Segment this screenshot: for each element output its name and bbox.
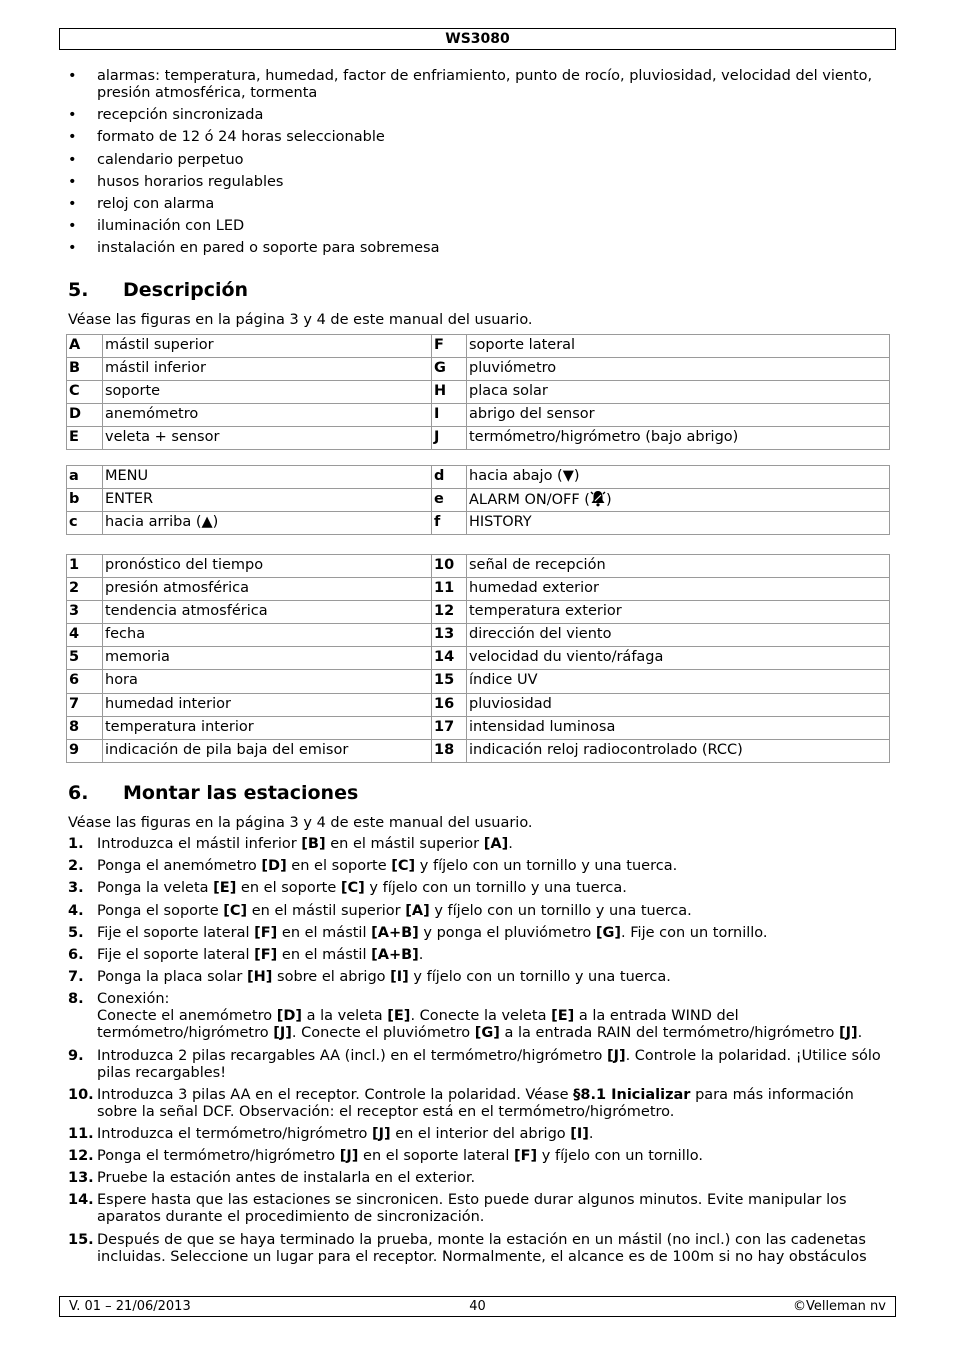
item-label xyxy=(467,489,890,512)
item-label xyxy=(103,358,432,381)
step-text: . Conecte el pluviómetro xyxy=(291,1025,475,1042)
step-reference: [F] xyxy=(254,924,278,941)
step-number: 14. xyxy=(68,1192,94,1209)
step-text: sobre el abrigo xyxy=(272,969,391,986)
item-key xyxy=(432,624,467,647)
item-key xyxy=(432,381,467,404)
cell-text: C xyxy=(69,383,80,400)
step-item xyxy=(68,991,888,1042)
step-text: a la veleta xyxy=(302,1008,388,1025)
cell-text: índice UV xyxy=(469,672,538,689)
footer-version: V. 01 – 21/06/2013 xyxy=(69,1299,191,1314)
item-label xyxy=(467,716,890,739)
step-text: en el interior del abrigo xyxy=(390,1125,571,1142)
item-label xyxy=(103,647,432,670)
item-key xyxy=(432,739,467,762)
item-key xyxy=(67,381,103,404)
item-label xyxy=(103,601,432,624)
cell-text: soporte xyxy=(105,383,161,400)
cell-text-suffix: ) xyxy=(605,492,612,509)
cell-text: dirección del viento xyxy=(469,626,612,643)
item-label xyxy=(467,381,890,404)
step-reference: [D] xyxy=(261,858,287,875)
cell-text: c xyxy=(69,514,78,531)
cell-text: velocidad du viento/ráfaga xyxy=(469,649,664,666)
parts-row xyxy=(67,358,890,381)
cell-text: MENU xyxy=(105,468,149,484)
step-text: Fije el soporte lateral xyxy=(97,946,255,963)
step-text: Conexión: xyxy=(97,991,170,1008)
item-label xyxy=(467,693,890,716)
step-number: 1. xyxy=(68,836,84,852)
display-row xyxy=(67,739,890,762)
item-label xyxy=(103,512,432,535)
parts-row xyxy=(67,335,890,358)
item-key xyxy=(432,578,467,601)
step-reference: [G] xyxy=(595,924,622,941)
cell-text: memoria xyxy=(105,649,170,666)
item-key xyxy=(432,427,467,450)
item-label xyxy=(103,381,432,404)
step-number: 5. xyxy=(68,924,84,941)
step-reference: [B] xyxy=(301,836,326,852)
item-label xyxy=(467,404,890,427)
cell-text: hora xyxy=(105,672,138,689)
step-text: Ponga la placa solar xyxy=(97,969,248,986)
display-row xyxy=(67,624,890,647)
step-text: Ponga el termómetro/higrómetro xyxy=(97,1148,340,1165)
item-key xyxy=(67,358,103,381)
display-table xyxy=(66,554,890,763)
step-number: 8. xyxy=(68,991,84,1008)
cell-text: pluviómetro xyxy=(469,360,557,377)
cell-text: abrigo del sensor xyxy=(469,406,595,423)
item-key xyxy=(432,404,467,427)
step-item xyxy=(68,858,888,875)
cell-text: 17 xyxy=(434,718,455,735)
cell-text: veleta + sensor xyxy=(105,429,220,446)
item-label xyxy=(467,601,890,624)
step-reference: [J] xyxy=(839,1025,858,1042)
footer-page-number: 40 xyxy=(469,1299,486,1314)
cell-text: 8 xyxy=(69,718,80,735)
item-label xyxy=(103,555,432,578)
step-number: 3. xyxy=(68,880,84,897)
display-row xyxy=(67,555,890,578)
cell-text: pronóstico del tiempo xyxy=(105,557,264,573)
display-row xyxy=(67,716,890,739)
item-key xyxy=(432,466,467,489)
item-label xyxy=(467,555,890,578)
item-label xyxy=(467,512,890,535)
step-number: 9. xyxy=(68,1047,84,1064)
feature-item: • husos horarios regulables xyxy=(68,174,888,191)
item-key xyxy=(432,670,467,693)
item-key xyxy=(67,647,103,670)
item-key xyxy=(67,466,103,489)
feature-item: • instalación en pared o soporte para sobremesa xyxy=(68,240,888,257)
document-footer xyxy=(59,1296,896,1317)
cell-text: señal de recepción xyxy=(469,557,606,573)
cell-text: 10 xyxy=(434,557,455,573)
step-reference: [E] xyxy=(213,880,237,897)
step-item xyxy=(68,1087,888,1121)
step-reference: [E] xyxy=(387,1008,411,1025)
section-6-heading: 6. Montar las estaciones xyxy=(68,782,359,804)
cell-text: 3 xyxy=(69,603,80,620)
cell-text: D xyxy=(69,406,82,423)
item-label xyxy=(103,624,432,647)
display-row xyxy=(67,647,890,670)
display-row xyxy=(67,693,890,716)
item-label xyxy=(467,358,890,381)
display-row xyxy=(67,578,890,601)
cell-text: 1 xyxy=(69,557,80,573)
cell-text: 18 xyxy=(434,741,455,758)
cell-text: 11 xyxy=(434,580,455,597)
step-reference: [H] xyxy=(247,969,273,986)
cell-text: 13 xyxy=(434,626,455,643)
step-item xyxy=(68,1192,888,1226)
item-key xyxy=(432,512,467,535)
step-text: para más información sobre la señal DCF. Observación: el receptor está en el termómetro/higrómetro. xyxy=(97,1086,854,1120)
cell-text: a xyxy=(69,468,79,484)
document-header xyxy=(59,28,896,50)
step-reference: [G] xyxy=(474,1025,500,1042)
cell-text: 16 xyxy=(434,695,455,712)
step-text: . xyxy=(588,1125,594,1142)
feature-item: • reloj con alarma xyxy=(68,196,888,213)
cell-text: hacia abajo (▼) xyxy=(469,468,580,484)
step-text: en el soporte xyxy=(236,880,341,897)
feature-item: • iluminación con LED xyxy=(68,218,888,235)
feature-list xyxy=(68,68,888,263)
step-number: 11. xyxy=(68,1125,94,1142)
item-key xyxy=(67,427,103,450)
step-text: a la entrada RAIN del termómetro/higrómetro xyxy=(499,1025,839,1042)
step-text: Introduzca el mástil inferior xyxy=(97,836,302,852)
item-label xyxy=(467,466,890,489)
item-label xyxy=(467,739,890,762)
step-reference: [J] xyxy=(606,1047,626,1064)
item-key xyxy=(67,624,103,647)
step-text: Pruebe la estación antes de instalarla en el exterior. xyxy=(97,1170,476,1187)
display-row xyxy=(67,670,890,693)
item-label xyxy=(103,335,432,358)
item-key xyxy=(432,335,467,358)
cell-text: indicación de pila baja del emisor xyxy=(105,741,349,758)
feature-item: • calendario perpetuo xyxy=(68,152,888,169)
item-label xyxy=(467,670,890,693)
item-label xyxy=(103,466,432,489)
step-text: Ponga el anemómetro xyxy=(97,858,262,875)
cell-text: humedad interior xyxy=(105,695,231,712)
step-text: en el mástil xyxy=(277,924,372,941)
step-item xyxy=(68,903,888,920)
cell-text: I xyxy=(434,406,440,423)
step-text: en el mástil superior xyxy=(247,902,406,919)
buttons-row xyxy=(67,512,890,535)
cell-text: 7 xyxy=(69,695,80,712)
step-text: . xyxy=(857,1025,863,1042)
item-key xyxy=(67,739,103,762)
step-reference: [J] xyxy=(371,1125,391,1142)
step-reference: [A+B] xyxy=(371,946,419,963)
section-6-intro: Véase las figuras en la página 3 y 4 de este manual del usuario. xyxy=(68,815,533,831)
step-text: y fíjelo con un tornillo y una tuerca. xyxy=(408,969,671,986)
step-text: Introduzca 3 pilas AA en el receptor. Controle la polaridad. Véase xyxy=(97,1086,574,1103)
item-key xyxy=(67,578,103,601)
step-reference: [I] xyxy=(570,1125,589,1142)
cell-text: b xyxy=(69,491,80,508)
installation-steps xyxy=(68,836,888,1271)
buttons-row xyxy=(67,489,890,512)
cell-text: presión atmosférica xyxy=(105,580,250,597)
step-text: Introduzca el termómetro/higrómetro xyxy=(97,1125,372,1142)
cell-text: indicación reloj radiocontrolado (RCC) xyxy=(469,741,743,758)
step-reference: [C] xyxy=(340,880,365,897)
item-key xyxy=(67,512,103,535)
cell-text: anemómetro xyxy=(105,406,199,423)
cell-text: d xyxy=(434,468,445,484)
step-item xyxy=(68,969,888,986)
step-text: . Conecte la veleta xyxy=(410,1008,552,1025)
item-label xyxy=(103,489,432,512)
step-number: 4. xyxy=(68,902,84,919)
parts-row xyxy=(67,404,890,427)
step-item xyxy=(68,1232,888,1266)
item-label xyxy=(103,693,432,716)
step-item xyxy=(68,1048,888,1082)
item-key xyxy=(67,335,103,358)
step-text: y fíjelo con un tornillo. xyxy=(537,1148,703,1165)
step-reference: [A] xyxy=(405,902,430,919)
step-reference: [D] xyxy=(276,1008,302,1025)
cell-text: f xyxy=(434,514,441,531)
step-reference: [F] xyxy=(514,1148,538,1165)
item-label xyxy=(467,647,890,670)
step-text: en el mástil xyxy=(277,946,372,963)
step-text: Conecte el anemómetro xyxy=(97,1008,277,1025)
item-key xyxy=(432,716,467,739)
display-row xyxy=(67,601,890,624)
step-number: 13. xyxy=(68,1170,94,1187)
step-number: 2. xyxy=(68,858,84,875)
cell-text: humedad exterior xyxy=(469,580,600,597)
item-key xyxy=(67,555,103,578)
step-reference: [J] xyxy=(339,1148,359,1165)
cell-text: temperatura interior xyxy=(105,718,254,735)
step-text: . Fije con un tornillo. xyxy=(621,924,768,941)
step-item xyxy=(68,880,888,897)
cell-text: intensidad luminosa xyxy=(469,718,616,735)
cell-text: 2 xyxy=(69,580,80,597)
step-text: Ponga el soporte xyxy=(97,902,224,919)
step-reference: [J] xyxy=(273,1025,292,1042)
step-item xyxy=(68,1126,888,1143)
step-item xyxy=(68,1148,888,1165)
item-label xyxy=(103,578,432,601)
step-text: . xyxy=(508,836,513,852)
item-key xyxy=(432,647,467,670)
step-item xyxy=(68,947,888,964)
step-reference: §8.1 Inicializar xyxy=(573,1086,691,1103)
step-text: y fíjelo con un tornillo y una tuerca. xyxy=(364,880,627,897)
cell-text: soporte lateral xyxy=(469,337,576,353)
step-reference: [A] xyxy=(483,836,509,852)
item-label xyxy=(103,716,432,739)
cell-text: placa solar xyxy=(469,383,548,400)
cell-text: tendencia atmosférica xyxy=(105,603,268,620)
cell-text: e xyxy=(434,491,444,508)
step-number: 6. xyxy=(68,946,84,963)
step-reference: [C] xyxy=(223,902,248,919)
cell-text: 12 xyxy=(434,603,455,620)
cell-text: termómetro/higrómetro (bajo abrigo) xyxy=(469,429,739,446)
buttons-table xyxy=(66,465,890,535)
item-label xyxy=(103,427,432,450)
step-text: Fije el soporte lateral xyxy=(97,924,255,941)
step-reference: [C] xyxy=(391,858,416,875)
cell-text: 14 xyxy=(434,649,455,666)
item-label xyxy=(467,578,890,601)
step-text: a la entrada WIND del termómetro/higrómetro xyxy=(97,1008,739,1042)
step-text: Introduzca 2 pilas recargables AA (incl.) en el termómetro/higrómetro xyxy=(97,1047,607,1064)
cell-text: A xyxy=(69,337,81,353)
cell-text: pluviosidad xyxy=(469,695,552,712)
item-key xyxy=(67,716,103,739)
feature-item: • recepción sincronizada xyxy=(68,107,888,124)
cell-text: 4 xyxy=(69,626,80,643)
step-text: . Controle la polaridad. ¡Utilice sólo pilas recargables! xyxy=(97,1047,881,1081)
cell-text: 9 xyxy=(69,741,80,758)
step-number: 10. xyxy=(68,1086,94,1103)
item-key xyxy=(67,670,103,693)
section-5-intro: Véase las figuras en la página 3 y 4 de este manual del usuario. xyxy=(68,312,533,328)
cell-text: fecha xyxy=(105,626,146,643)
step-text: en el mástil superior xyxy=(325,836,484,852)
footer-copyright: ©Velleman nv xyxy=(792,1299,886,1314)
step-number: 12. xyxy=(68,1148,94,1165)
item-label xyxy=(103,739,432,762)
feature-item: • alarmas: temperatura, humedad, factor de enfriamiento, punto de rocío, pluviosidad, velocidad del viento, presión atmosférica, tormenta xyxy=(68,68,888,102)
step-reference: [F] xyxy=(254,946,278,963)
cell-text: ALARM ON/OFF ( xyxy=(469,492,590,509)
step-item xyxy=(68,1170,888,1187)
item-label xyxy=(103,404,432,427)
item-label xyxy=(467,427,890,450)
cell-text: G xyxy=(434,360,446,377)
cell-text: 5 xyxy=(69,649,80,666)
parts-row xyxy=(67,381,890,404)
step-text: en el soporte lateral xyxy=(358,1148,515,1165)
cell-text: B xyxy=(69,360,81,377)
parts-row xyxy=(67,427,890,450)
step-reference: [I] xyxy=(390,969,409,986)
step-text: en el soporte xyxy=(286,858,392,875)
cell-text: hacia arriba (▲) xyxy=(105,514,219,531)
model-name: WS3080 xyxy=(445,31,510,47)
section-5-heading: 5. Descripción xyxy=(68,279,249,301)
step-number: 15. xyxy=(68,1231,94,1248)
step-item xyxy=(68,925,888,942)
cell-text: F xyxy=(434,337,444,353)
cell-text: E xyxy=(69,429,79,446)
item-key xyxy=(432,601,467,624)
step-reference: [A+B] xyxy=(371,924,419,941)
feature-item: • formato de 12 ó 24 horas seleccionable xyxy=(68,129,888,146)
step-text: y ponga el pluviómetro xyxy=(418,924,596,941)
cell-text: ENTER xyxy=(105,491,154,508)
step-text: Espere hasta que las estaciones se sincronicen. Esto puede durar algunos minutos. Evite manipular los aparatos durante el procedimiento de sincronización. xyxy=(97,1192,847,1226)
cell-text: H xyxy=(434,383,447,400)
cell-text: HISTORY xyxy=(469,514,532,531)
step-number: 7. xyxy=(68,969,84,986)
item-key xyxy=(432,555,467,578)
step-text: y fíjelo con un tornillo y una tuerca. xyxy=(415,858,678,875)
cell-text: mástil inferior xyxy=(105,360,206,377)
step-text: . xyxy=(418,946,424,963)
cell-text: mástil superior xyxy=(105,337,214,353)
item-key xyxy=(432,358,467,381)
item-key xyxy=(67,489,103,512)
step-item xyxy=(68,836,888,853)
item-label xyxy=(103,670,432,693)
item-label xyxy=(467,624,890,647)
alarm-bell-icon xyxy=(590,489,606,507)
step-text: Después de que se haya terminado la prueba, monte la estación en un mástil (no incl.) con las cadenetas incluidas. Seleccione un lugar para el receptor. Normalmente, el alcance es de 100m si no hay obstáculos xyxy=(97,1231,867,1265)
step-text: Ponga la veleta xyxy=(97,880,214,897)
parts-table xyxy=(66,334,890,450)
step-reference: [E] xyxy=(551,1008,575,1025)
item-key xyxy=(432,489,467,512)
item-key xyxy=(67,693,103,716)
item-key xyxy=(432,693,467,716)
cell-text: temperatura exterior xyxy=(469,603,622,620)
item-key xyxy=(67,601,103,624)
buttons-row xyxy=(67,466,890,489)
cell-text: J xyxy=(434,429,440,446)
cell-text: 15 xyxy=(434,672,455,689)
cell-text: 6 xyxy=(69,672,80,689)
item-key xyxy=(67,404,103,427)
step-text: y fíjelo con un tornillo y una tuerca. xyxy=(429,902,692,919)
item-label xyxy=(467,335,890,358)
